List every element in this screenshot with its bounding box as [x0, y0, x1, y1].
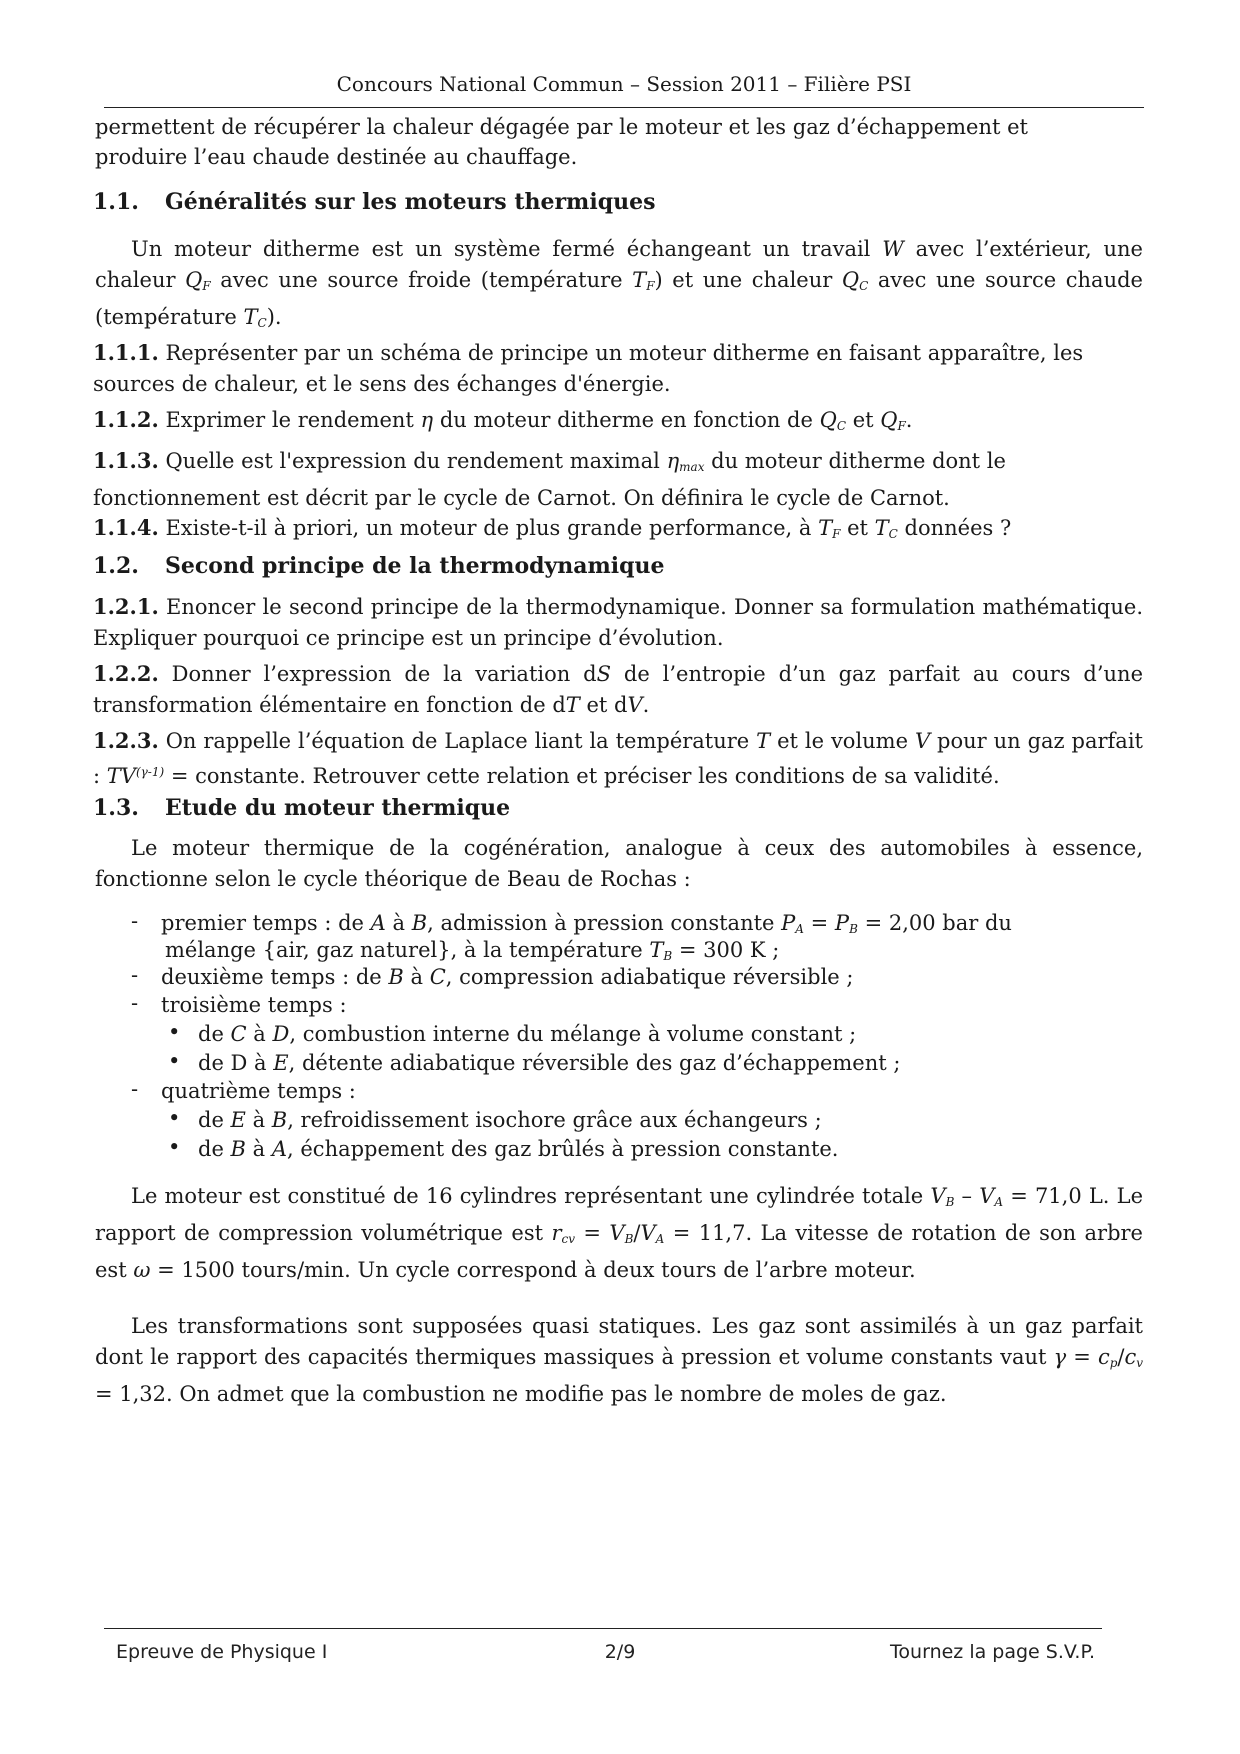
sub-item-d-e: de D à E, détente adiabatique réversible des gaz d’échappement ; — [198, 1051, 901, 1075]
list-item-premier-temps-cont: mélange {air, gaz naturel}, à la température $T_B = 300$ K ; — [165, 938, 780, 963]
page-number: 2/9 — [604, 1641, 636, 1663]
question-1-2-3: 1.2.3. On rappelle l’équation de Laplace liant la température T et le volume V pour un gaz parfait : $TV^{(\gamma-1)}$ = constante. Retrouver cette relation et préciser les conditions de sa validité. — [93, 728, 1143, 788]
paragraph-gaz-parfait: Les transformations sont supposées quasi statiques. Les gaz sont assimilés à un gaz parfait dont le rapport des capacités thermiques massiques à pression et volume constants vaut $\gamma = c_p/c_v = 1,32$. On admet que la combustion ne modifie pas le nombre de moles de gaz. — [95, 1314, 1144, 1406]
footer-left: Epreuve de Physique I — [116, 1641, 328, 1663]
list-item-quatrieme-temps: quatrième temps : — [161, 1079, 356, 1103]
sub-item-b-a: de B à A, échappement des gaz brûlés à pression constante. — [198, 1137, 839, 1161]
list-dash: - — [131, 963, 139, 987]
list-item-premier-temps: premier temps : de A à B, admission à pression constante $P_A = P_B = 2,00$ bar du — [161, 911, 1012, 936]
list-dash: - — [131, 909, 139, 933]
sub-item-c-d: de C à D, combustion interne du mélange à volume constant ; — [198, 1022, 857, 1046]
sub-item-e-b: de E à B, refroidissement isochore grâce aux échangeurs ; — [198, 1108, 822, 1132]
paragraph-moteur-ditherme: Un moteur ditherme est un système fermé échangeant un travail W avec l’extérieur, une chaleur $Q_F$ avec une source froide (température $T_F$) et une chaleur $Q_C$ avec une source chaude (température $T_C$). — [95, 237, 1143, 330]
question-1-2-2: 1.2.2. Donner l’expression de la variation dS de l’entropie d’un gaz parfait au cours d’une transformation élémentaire en fonction de dT et dV. — [93, 661, 1143, 717]
bullet-icon: • — [168, 1020, 181, 1044]
header-rule — [104, 107, 1144, 108]
paragraph-beau-de-rochas: Le moteur thermique de la cogénération, analogue à ceux des automobiles à essence, fonctionne selon le cycle théorique de Beau de Rochas : — [95, 836, 1143, 891]
paragraph-cylindres: Le moteur est constitué de 16 cylindres représentant une cylindrée totale $V_B - V_A = 71,0$ L. Le rapport de compression volumétrique est $r_{cv} = V_B/V_A = 11,7$. La vitesse de rotation de son arbre est ω = 1500 tours/min. Un cycle correspond à deux tours de l’arbre moteur. — [95, 1184, 1143, 1282]
section-heading-1-1 — [93, 189, 655, 215]
section-number: 1.3. — [93, 795, 139, 821]
section-heading-1-3 — [93, 795, 510, 821]
intro-line-1: permettent de récupérer la chaleur dégagée par le moteur et les gaz d’échappement et — [95, 115, 1028, 139]
section-heading-1-2 — [93, 553, 665, 579]
list-item-deuxieme-temps: deuxième temps : de B à C, compression adiabatique réversible ; — [161, 965, 854, 989]
page-header: Concours National Commun – Session 2011 – Filière PSI — [336, 72, 912, 96]
question-1-2-1: 1.2.1. Enoncer le second principe de la thermodynamique. Donner sa formulation mathématique. Expliquer pourquoi ce principe est un principe d’évolution. — [93, 594, 1143, 650]
footer-rule — [104, 1628, 1102, 1629]
question-1-1-4: 1.1.4. Existe-t-il à priori, un moteur de plus grande performance, à $T_F$ et $T_C$ données ? — [93, 515, 1012, 541]
bullet-icon: • — [168, 1106, 181, 1130]
list-dash: - — [131, 991, 139, 1015]
bullet-icon: • — [168, 1049, 181, 1073]
section-number: 1.1. — [93, 189, 139, 215]
bullet-icon: • — [168, 1135, 181, 1159]
list-dash: - — [131, 1077, 139, 1101]
question-1-1-2: 1.1.2. Exprimer le rendement η du moteur ditherme en fonction de $Q_C$ et $Q_F$. — [93, 407, 913, 433]
question-1-1-3: 1.1.3. Quelle est l'expression du rendement maximal $\eta_{max}$ du moteur ditherme dont le fonctionnement est décrit par le cycle de Carnot. On définira le cycle de Carnot. — [93, 448, 1006, 510]
intro-line-2: produire l’eau chaude destinée au chauffage. — [95, 145, 578, 169]
section-title: Généralités sur les moteurs thermiques — [165, 189, 656, 215]
list-item-troisieme-temps: troisième temps : — [161, 993, 347, 1017]
section-number: 1.2. — [93, 553, 139, 579]
footer-right: Tournez la page S.V.P. — [890, 1641, 1095, 1663]
section-title: Second principe de la thermodynamique — [165, 553, 665, 579]
question-1-1-1: 1.1.1. Représenter par un schéma de principe un moteur ditherme en faisant apparaître, les sources de chaleur, et le sens des échanges d'énergie. — [93, 340, 1084, 396]
section-title: Etude du moteur thermique — [165, 795, 511, 821]
